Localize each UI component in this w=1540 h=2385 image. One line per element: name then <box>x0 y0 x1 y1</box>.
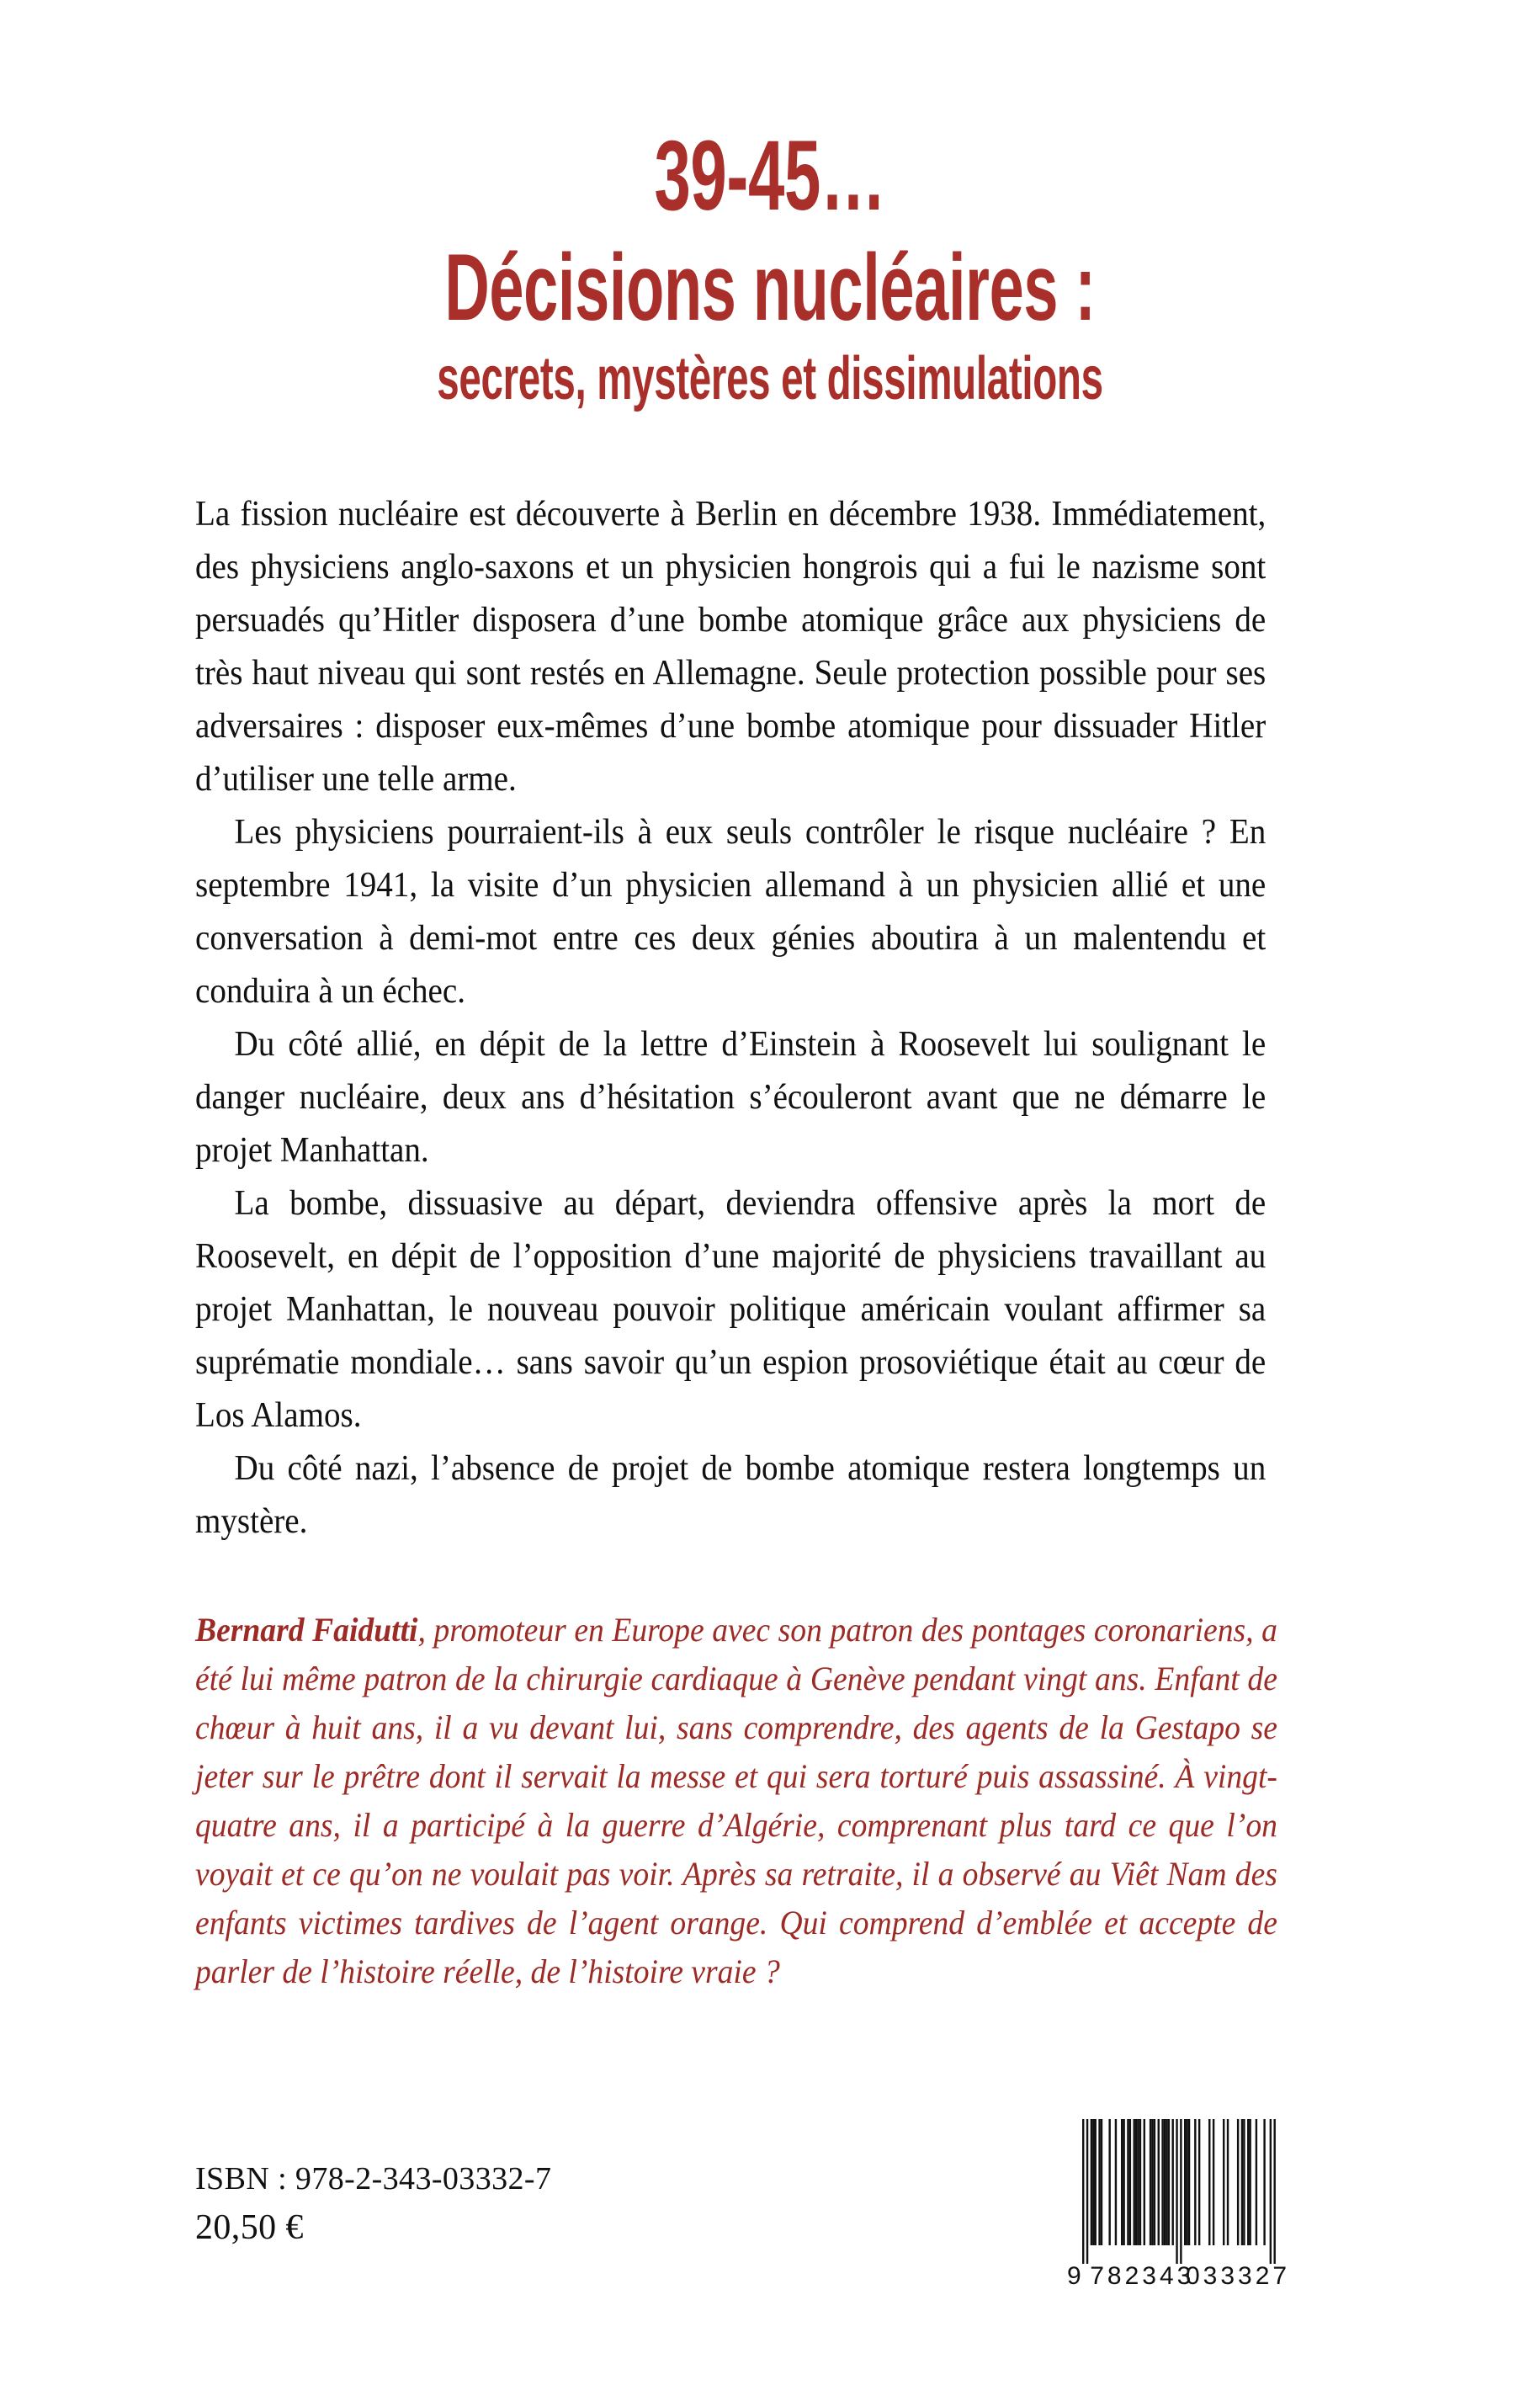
blurb-paragraph: Du côté nazi, l’absence de projet de bombe atomique restera longtemps un mystère. <box>195 1449 1267 1541</box>
blurb-paragraph: Les physiciens pourraient-ils à eux seuls contrôler le risque nucléaire ? En septembre 1941, la visite d’un physicien allemand à un physicien allié et une conversation à demi-mot entre ces deux génies aboutira à un malentendu et conduira à un échec. <box>195 813 1267 1011</box>
svg-text:9: 9 <box>1067 2262 1081 2289</box>
author-biography <box>195 1606 1277 1996</box>
isbn-price-block <box>195 2154 551 2252</box>
ean13-barcode-icon <box>1067 2112 1353 2289</box>
blurb-paragraph: Du côté allié, en dépit de la lettre d’Einstein à Roosevelt lui soulignant le danger nucléaire, deux ans d’hésitation s’écouleront avant que ne démarre le projet Manhattan. <box>195 1025 1267 1170</box>
svg-text:782343: 782343 <box>1090 2262 1195 2289</box>
bio-paragraph <box>195 1606 1277 1996</box>
svg-text:033327: 033327 <box>1186 2262 1291 2289</box>
isbn-text: ISBN : 978-2-343-03332-7 <box>195 2161 552 2196</box>
title-line-main: Décisions nucléaires : <box>444 235 1096 340</box>
back-cover-blurb <box>195 488 1266 1548</box>
title-line-years: 39-45… <box>654 120 886 231</box>
blurb-paragraph: La fission nucléaire est découverte à Berlin en décembre 1938. Immédiatement, des physiciens anglo-saxons et un physicien hongrois qui a fui le nazisme sont persuadés qu’Hitler disposera d’une bombe atomique grâce aux physiciens de très haut niveau qui sont restés en Allemagne. Seule protection possible pour ses adversaires : disposer eux-mêmes d’une bombe atomique pour dissuader Hitler d’utiliser une telle arme. <box>195 495 1267 799</box>
book-title-block <box>0 120 1540 412</box>
author-bio-text: , promoteur en Europe avec son patron des pontages coronariens, a été lui même patron de la chirurgie cardiaque à Genève pendant vingt ans. Enfant de chœur à huit ans, il a vu devant lui, sans comprendre, des agents de la Gestapo se jeter sur le prêtre dont il servait la messe et qui sera torturé puis assassiné. À vingt-quatre ans, il a participé à la guerre d’Algérie, comprenant plus tard ce que l’on voyait et ce qu’on ne voulait pas voir. Après sa retraite, il a observé au Viêt Nam des enfants victimes tardives de l’agent orange. Qui comprend d’emblée et accepte de parler de l’histoire réelle, de l’histoire vraie ? <box>195 1611 1277 1990</box>
author-name: Bernard Faidutti <box>195 1611 418 1649</box>
price-text: 20,50 € <box>195 2208 304 2247</box>
blurb-paragraph: La bombe, dissuasive au départ, deviendra offensive après la mort de Roosevelt, en dépit de l’opposition d’une majorité de physiciens travaillant au projet Manhattan, le nouveau pouvoir politique américain voulant affirmer sa suprématie mondiale… sans savoir qu’un espion prosoviétique était au cœur de Los Alamos. <box>195 1184 1267 1435</box>
cover-footer <box>0 2087 1540 2340</box>
title-line-subtitle: secrets, mystères et dissimulations <box>437 345 1103 412</box>
barcode-svg <box>1067 2112 1353 2289</box>
